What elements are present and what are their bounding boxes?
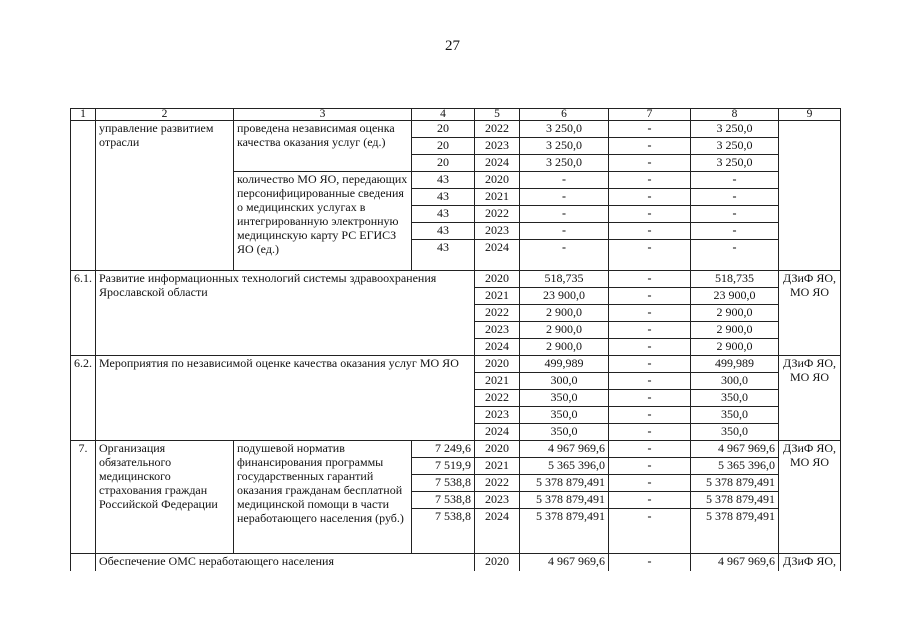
cell-federal: - xyxy=(609,155,691,172)
cell-federal: - xyxy=(609,305,691,322)
cell-total: 5 378 879,491 xyxy=(520,475,609,492)
cell-regional: 2 900,0 xyxy=(691,339,779,356)
cell-total: 350,0 xyxy=(520,407,609,424)
cell-regional: - xyxy=(691,206,779,223)
col-header: 4 xyxy=(412,109,475,121)
cell-year: 2023 xyxy=(475,223,520,240)
cell-regional: 5 365 396,0 xyxy=(691,458,779,475)
cell-regional: 300,0 xyxy=(691,373,779,390)
cell-year: 2020 xyxy=(475,172,520,189)
cell-year: 2023 xyxy=(475,492,520,509)
col-header: 7 xyxy=(609,109,691,121)
cell-regional: 23 900,0 xyxy=(691,288,779,305)
table-row xyxy=(71,356,841,373)
table-row xyxy=(71,554,841,571)
cell-year: 2020 xyxy=(475,271,520,288)
cell-total: 2 900,0 xyxy=(520,322,609,339)
table-row xyxy=(71,271,841,288)
cell-total: 350,0 xyxy=(520,424,609,441)
cell-name: Организация обязательного медицинского страхования граждан Российской Федерации xyxy=(96,441,234,554)
cell-federal: - xyxy=(609,441,691,458)
cell-year: 2023 xyxy=(475,322,520,339)
cell-year: 2022 xyxy=(475,390,520,407)
cell-target: 43 xyxy=(412,206,475,223)
cell-target: 43 xyxy=(412,223,475,240)
cell-total: 5 365 396,0 xyxy=(520,458,609,475)
cell-name: Обеспечение ОМС неработающего населения xyxy=(96,554,475,571)
cell-total: 3 250,0 xyxy=(520,155,609,172)
cell-year: 2020 xyxy=(475,356,520,373)
cell-regional: 3 250,0 xyxy=(691,138,779,155)
cell-regional: - xyxy=(691,172,779,189)
cell-executor: ДЗиФ ЯО, xyxy=(779,554,841,571)
cell-total: 300,0 xyxy=(520,373,609,390)
cell-year: 2024 xyxy=(475,240,520,271)
cell-target: 43 xyxy=(412,189,475,206)
cell-total: 4 967 969,6 xyxy=(520,441,609,458)
cell-target: 20 xyxy=(412,121,475,138)
cell-regional: 350,0 xyxy=(691,407,779,424)
cell-federal: - xyxy=(609,475,691,492)
cell-number: 7. xyxy=(71,441,96,554)
cell-year: 2024 xyxy=(475,155,520,172)
cell-regional: - xyxy=(691,189,779,206)
cell-federal: - xyxy=(609,271,691,288)
cell-federal: - xyxy=(609,492,691,509)
cell-year: 2024 xyxy=(475,509,520,554)
cell-year: 2021 xyxy=(475,288,520,305)
cell-year: 2024 xyxy=(475,424,520,441)
cell-federal: - xyxy=(609,322,691,339)
cell-year: 2022 xyxy=(475,475,520,492)
cell-federal: - xyxy=(609,189,691,206)
cell-federal: - xyxy=(609,373,691,390)
cell-year: 2023 xyxy=(475,407,520,424)
col-header: 9 xyxy=(779,109,841,121)
page-number: 27 xyxy=(445,38,460,54)
cell-executor: ДЗиФ ЯО, МО ЯО xyxy=(779,271,841,356)
cell-target: 7 538,8 xyxy=(412,492,475,509)
cell-target: 43 xyxy=(412,240,475,271)
cell-total: - xyxy=(520,240,609,271)
cell-target: 7 538,8 xyxy=(412,509,475,554)
cell-regional: 350,0 xyxy=(691,390,779,407)
cell-indicator: подушевой норматив финансирования программы государственных гарантий оказания гражданам бесплатной медицинской помощи в части неработающего населения (руб.) xyxy=(234,441,412,554)
cell-regional: 350,0 xyxy=(691,424,779,441)
cell-number xyxy=(71,554,96,571)
cell-federal: - xyxy=(609,138,691,155)
cell-federal: - xyxy=(609,172,691,189)
cell-regional: 3 250,0 xyxy=(691,121,779,138)
cell-name: управление развитием отрасли xyxy=(96,121,234,271)
cell-year: 2023 xyxy=(475,138,520,155)
cell-target: 7 519,9 xyxy=(412,458,475,475)
cell-federal: - xyxy=(609,223,691,240)
cell-regional: 2 900,0 xyxy=(691,305,779,322)
col-header: 1 xyxy=(71,109,96,121)
cell-total: 2 900,0 xyxy=(520,339,609,356)
cell-year: 2020 xyxy=(475,554,520,571)
cell-total: 3 250,0 xyxy=(520,121,609,138)
table-row xyxy=(71,121,841,138)
cell-name: Развитие информационных технологий системы здравоохранения Ярославской области xyxy=(96,271,475,356)
cell-total: - xyxy=(520,206,609,223)
cell-target: 20 xyxy=(412,138,475,155)
cell-federal: - xyxy=(609,554,691,571)
cell-total: 4 967 969,6 xyxy=(520,554,609,571)
cell-regional: 5 378 879,491 xyxy=(691,475,779,492)
cell-executor: ДЗиФ ЯО, МО ЯО xyxy=(779,356,841,441)
table-row xyxy=(71,441,841,458)
cell-year: 2022 xyxy=(475,121,520,138)
cell-name: Мероприятия по независимой оценке качества оказания услуг МО ЯО xyxy=(96,356,475,441)
cell-regional: 4 967 969,6 xyxy=(691,554,779,571)
cell-federal: - xyxy=(609,240,691,271)
cell-total: 5 378 879,491 xyxy=(520,492,609,509)
col-header: 5 xyxy=(475,109,520,121)
cell-target: 43 xyxy=(412,172,475,189)
cell-total: 23 900,0 xyxy=(520,288,609,305)
cell-year: 2020 xyxy=(475,441,520,458)
cell-number: 6.2. xyxy=(71,356,96,441)
cell-target: 7 249,6 xyxy=(412,441,475,458)
cell-total: 3 250,0 xyxy=(520,138,609,155)
cell-year: 2022 xyxy=(475,206,520,223)
col-header: 8 xyxy=(691,109,779,121)
cell-regional: 518,735 xyxy=(691,271,779,288)
col-header: 6 xyxy=(520,109,609,121)
cell-year: 2021 xyxy=(475,458,520,475)
cell-executor: ДЗиФ ЯО, МО ЯО xyxy=(779,441,841,554)
cell-indicator: количество МО ЯО, передающих персонифицированные сведения о медицинских услугах в интегрированную электронную медицинскую карту РС ЕГИСЗ ЯО (ед.) xyxy=(234,172,412,271)
cell-total: - xyxy=(520,172,609,189)
cell-federal: - xyxy=(609,458,691,475)
cell-year: 2022 xyxy=(475,305,520,322)
cell-federal: - xyxy=(609,339,691,356)
cell-federal: - xyxy=(609,121,691,138)
cell-federal: - xyxy=(609,288,691,305)
cell-regional: 5 378 879,491 xyxy=(691,492,779,509)
cell-federal: - xyxy=(609,206,691,223)
table-header xyxy=(71,109,841,121)
col-header: 2 xyxy=(96,109,234,121)
cell-number xyxy=(71,121,96,271)
cell-federal: - xyxy=(609,424,691,441)
cell-total: - xyxy=(520,189,609,206)
cell-regional: - xyxy=(691,223,779,240)
cell-regional: 5 378 879,491 xyxy=(691,509,779,554)
col-header: 3 xyxy=(234,109,412,121)
cell-year: 2024 xyxy=(475,339,520,356)
cell-executor xyxy=(779,121,841,271)
cell-total: 5 378 879,491 xyxy=(520,509,609,554)
cell-total: 2 900,0 xyxy=(520,305,609,322)
cell-total: 499,989 xyxy=(520,356,609,373)
cell-number: 6.1. xyxy=(71,271,96,356)
cell-regional: - xyxy=(691,240,779,271)
cell-regional: 499,989 xyxy=(691,356,779,373)
cell-federal: - xyxy=(609,390,691,407)
cell-year: 2021 xyxy=(475,189,520,206)
program-table xyxy=(70,108,841,571)
cell-target: 7 538,8 xyxy=(412,475,475,492)
cell-indicator: проведена независимая оценка качества оказания услуг (ед.) xyxy=(234,121,412,172)
cell-regional: 4 967 969,6 xyxy=(691,441,779,458)
cell-total: - xyxy=(520,223,609,240)
cell-total: 518,735 xyxy=(520,271,609,288)
cell-target: 20 xyxy=(412,155,475,172)
cell-federal: - xyxy=(609,509,691,554)
cell-federal: - xyxy=(609,407,691,424)
cell-federal: - xyxy=(609,356,691,373)
cell-year: 2021 xyxy=(475,373,520,390)
cell-total: 350,0 xyxy=(520,390,609,407)
cell-regional: 3 250,0 xyxy=(691,155,779,172)
cell-regional: 2 900,0 xyxy=(691,322,779,339)
